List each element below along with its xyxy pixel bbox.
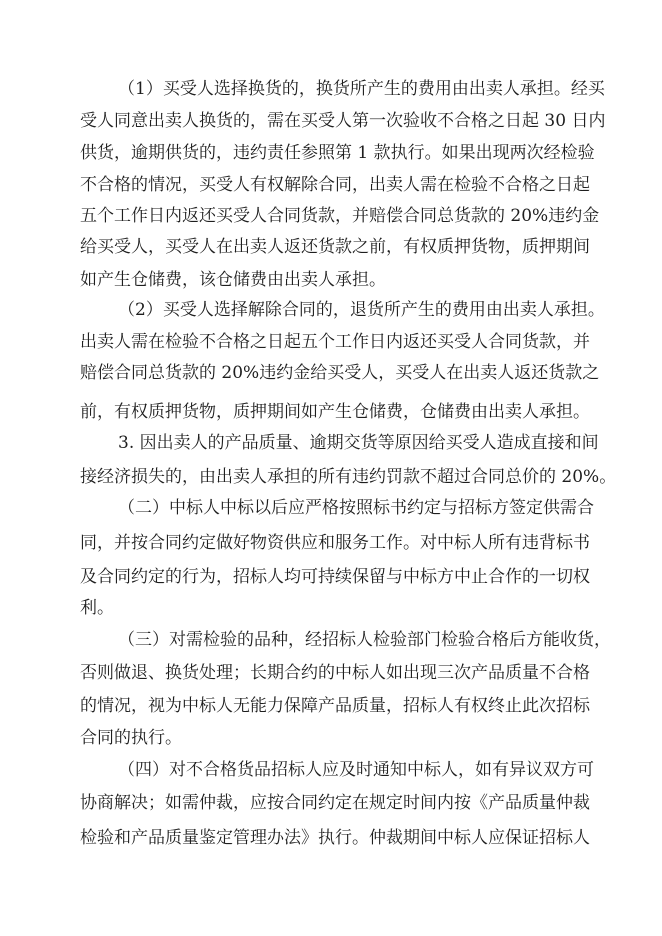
paragraph-6-line-3: 检验和产品质量鉴定管理办法》执行。仲裁期间中标人应保证招标人: [80, 828, 590, 848]
paragraph-4-line-3: 及合同约定的行为，招标人均可持续保留与中标方中止合作的一切权: [80, 567, 590, 587]
paragraph-4-line-1: （二）中标人中标以后应严格按照标书约定与招标方签定供需合: [118, 498, 594, 518]
paragraph-6-line-1: （四）对不合格货品招标人应及时通知中标人，如有异议双方可: [118, 760, 594, 780]
paragraph-4-line-4: 利。: [80, 598, 114, 618]
paragraph-5-line-3: 的情况，视为中标人无能力保障产品质量，招标人有权终止此次招标: [80, 696, 590, 716]
paragraph-2-line-1: （2）买受人选择解除合同的，退货所产生的费用由出卖人承担。: [118, 300, 605, 320]
paragraph-5-line-4: 合同的执行。: [80, 728, 182, 748]
paragraph-2-line-3: 赔偿合同总货款的 20%违约金给买受人，买受人在出卖人返还货款之: [80, 363, 600, 383]
paragraph-6-line-2: 协商解决；如需仲裁，应按合同约定在规定时间内按《产品质量仲裁: [80, 793, 590, 813]
paragraph-3-line-2: 接经济损失的，由出卖人承担的所有违约罚款不超过合同总价的 20%。: [80, 467, 617, 487]
paragraph-4-line-2: 同，并按合同约定做好物资供应和服务工作。对中标人所有违背标书: [80, 533, 590, 553]
paragraph-2-line-2: 出卖人需在检验不合格之日起五个工作日内返还买受人合同货款，并: [80, 332, 590, 352]
paragraph-1-line-6: 给买受人，买受人在出卖人返还货款之前，有权质押货物，质押期间: [80, 237, 590, 257]
paragraph-1-line-4: 不合格的情况，买受人有权解除合同，出卖人需在检验不合格之日起: [80, 175, 590, 195]
paragraph-5-line-2: 否则做退、换货处理；长期合约的中标人如出现三次产品质量不合格: [80, 663, 590, 683]
paragraph-1-line-5: 五个工作日内返还买受人合同货款，并赔偿合同总货款的 20%违约金: [80, 206, 600, 226]
paragraph-1-line-1: （1）买受人选择换货的，换货所产生的费用由出卖人承担。经买: [118, 79, 605, 99]
paragraph-1-line-7: 如产生仓储费，该仓储费由出卖人承担。: [80, 270, 386, 290]
paragraph-1-line-3: 供货，逾期供货的，违约责任参照第 1 款执行。如果出现两次经检验: [80, 143, 595, 163]
paragraph-2-line-4: 前，有权质押货物，质押期间如产生仓储费，仓储费由出卖人承担。: [80, 402, 590, 422]
paragraph-5-line-1: （三）对需检验的品种，经招标人检验部门检验合格后方能收货，: [118, 630, 611, 650]
paragraph-3-line-1: 3. 因出卖人的产品质量、逾期交货等原因给买受人造成直接和间: [118, 433, 599, 453]
paragraph-1-line-2: 受人同意出卖人换货的，需在买受人第一次验收不合格之日起 30 日内: [80, 111, 606, 131]
